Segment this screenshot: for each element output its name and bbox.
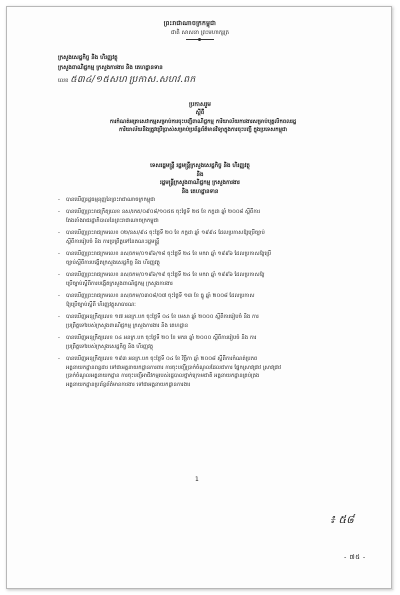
legal-basis-line: អគ្គនាយកដ្ឋានប្រព័ន្ធព័ត៌មានការងារ ទៅជាអគ្គនាយកដ្ឋានការងារ (66, 382, 191, 389)
document-subject (78, 118, 328, 134)
reference-number: ៥៣៤/១៥សហ (70, 75, 128, 85)
signatory-line: និង គេហដ្ឋានទាន (181, 188, 219, 195)
page-number: 1 (195, 476, 199, 483)
legal-basis-line: ស្តីពីការរៀបចំ និង ការប្រព្រឹត្តទៅនៃគណៈរដ្ឋមន្ត្រី (66, 238, 160, 245)
ministry-name-2: ក្រសួងពាណិជ្ជកម្ម ក្រសួងការងារ និង គេហដ្ឋានទាន (58, 65, 163, 71)
legal-basis-item (58, 355, 348, 389)
document-about: ស្តីពី (195, 110, 205, 116)
legal-basis-line: - បានឃើញអនុក្រឹត្យលេខ ១៩៣ អនក្រ.បក ចុះថ្ងៃទី ០៤ ខែ វិច្ឆិកា ឆ្នាំ ២០០៨ ស្តីពីការកំណត់ប្រភព (66, 356, 258, 363)
legal-basis-line: - បានឃើញអនុក្រឹត្យលេខ ១៧ អនក្រ.បក ចុះថ្ងៃទី ០៤ ខែ មេសា ឆ្នាំ ២០០០ ស្តីពីការរៀបចំ និង ការ (66, 314, 259, 321)
legal-basis-line: ប្រព្រឹត្តទៅរបស់ក្រសួងសេដ្ឋកិច្ច និង ហិរញ្ញវត្ថុ (66, 343, 154, 350)
legal-basis-line: ប្រើច្បាប់ស្តីពីការបង្កើតក្រសួងពាណិជ្ជកម្ម ក្រសួងការងារ (66, 280, 173, 287)
legal-basis-item (58, 208, 348, 225)
legal-basis-line: ច្បាប់ស្តីពីការបង្កើតក្រសួងសេដ្ឋកិច្ច និង ហិរញ្ញវត្ថុ (66, 259, 160, 266)
legal-basis-line: ប្រាក់ចំណូលអគ្គនាយកដ្ឋាន ការចុះបញ្ជីអាជីវកម្មរបស់រដ្ឋបាលថ្នាក់ក្រោមជាតិ អគ្គនាយកដ្ឋានគ្រប់គ្រង (66, 373, 260, 380)
document-type: ប្រកាសរួម (189, 102, 211, 108)
signatories-block (100, 162, 300, 196)
legal-basis-item (58, 250, 348, 267)
legal-basis-line: - បានឃើញព្រះរាជក្រមលេខ នស/រកម/០៣០៨/០៧ ចុះថ្ងៃទី ១៣ ខែ ធ្នូ ឆ្នាំ ២០០៨ ដែលប្រកាស (66, 293, 255, 300)
legal-basis-item (58, 334, 348, 351)
subject-line: ការកំណត់អត្រាសេវាកម្មសម្រាប់ការចុះបញ្ជីពាណិជ្ជកម្ម ការិយាល័យការងារសម្រាប់បុគ្គលិកពលរដ្ឋ (109, 119, 297, 125)
legal-basis-line: - បានឃើញព្រះរាជក្រមលេខ ០២/នស/៩៤ ចុះថ្ងៃទី ២០ ខែ កក្កដា ឆ្នាំ ១៩៩៤ ដែលប្រកាសឱ្យប្រើច្បាប់ (66, 230, 265, 237)
legal-basis-line: - បានឃើញអនុក្រឹត្យលេខ ០៤ អនក្រ.បក ចុះថ្ងៃទី ២០ ខែ មករា ឆ្នាំ ២០០០ ស្តីពីការរៀបចំ និង ការ (66, 335, 257, 342)
legal-basis-line: - បានឃើញព្រះរាជក្រឹត្យលេខ នស/រកត/០៩០៨/១០៥៥ ចុះថ្ងៃទី ២៥ ខែ កក្កដា ឆ្នាំ ២០០៨ ស្តីពីការ (66, 209, 261, 216)
legal-basis-line: ឱ្យប្រើច្បាប់ស្តីពី ហិរញ្ញវត្ថុសាធារណៈ (66, 301, 136, 308)
legal-basis-line: តែងតាំងរាជរដ្ឋាភិបាលនៃព្រះរាជាណាចក្រកម្ពុជា (66, 217, 159, 224)
ministry-name-1: ក្រសួងសេដ្ឋកិច្ច និង ហិរញ្ញវត្ថុ (58, 55, 118, 61)
legal-basis-item (58, 271, 348, 288)
reference-label: លេខ (58, 78, 69, 84)
legal-basis-item (58, 229, 348, 246)
legal-basis-item (58, 196, 348, 205)
signatory-line: រដ្ឋមន្ត្រីក្រសួងពាណិជ្ជកម្ម ក្រសួងការងារ (160, 180, 240, 186)
legal-basis-line: - បានឃើញរដ្ឋធម្មនុញ្ញនៃព្រះរាជាណាចក្រកម្ពុជា (66, 197, 156, 203)
legal-basis-line: ប្រព្រឹត្តទៅរបស់ក្រសួងពាណិជ្ជកម្ម ក្រសួងការងារ និង គេហដ្ឋាន (66, 322, 189, 329)
legal-basis-line: - បានឃើញព្រះរាជក្រមលេខ នស/រកម/០១៩៦/១៩ ចុះថ្ងៃទី ២៤ ខែ មករា ឆ្នាំ ១៩៩៦ ដែលប្រកាសឱ្យ (66, 272, 265, 279)
subject-line: ការិយាល័យនិងត្រូវប្រើប្រាស់សម្រាប់ប្រព័ន្ធព័ត៌មានវិទ្យាក្នុងការចុះបញ្ជី ក្នុងប្រទេសកម្ពុជា (118, 127, 288, 133)
signatory-line: និង (196, 171, 204, 178)
legal-basis-line: - បានឃើញព្រះរាជក្រមលេខ នស/រកម/០១៩៦/១៨ ចុះថ្ងៃទី ២៤ ខែ មករា ឆ្នាំ ១៩៩៦ ដែលប្រកាសឱ្យប្រើ (66, 251, 272, 258)
footer-number: - ៧៥ - (344, 553, 366, 561)
legal-basis-line: អគ្គនាយកដ្ឋានពន្ធដារ ទៅជាអគ្គនាយកដ្ឋានការពារ ការចុះបញ្ជីប្រាក់ចំណូលដែលជាការ ផ្នែកស្រាវជ្រាវ ស្រាវជ្រាវ (66, 364, 282, 371)
kingdom-heading: ព្រះរាជាណាចក្រកម្ពុជា (163, 20, 217, 27)
legal-basis-item (58, 313, 348, 330)
handwritten-initials: ៖ ៥៨ (330, 513, 354, 526)
reference-suffix: ប្រកាស.សហវ.ពក (128, 75, 196, 85)
reference-line (58, 77, 196, 85)
legal-basis-list (58, 196, 348, 393)
signatory-line: ទេសរដ្ឋមន្ត្រី រដ្ឋមន្ត្រីក្រសួងសេដ្ឋកិច្ច និង ហិរញ្ញវត្ថុ (150, 163, 250, 169)
ornament-divider (186, 39, 214, 40)
national-motto: ជាតិ សាសនា ព្រះមហាក្សត្រ (171, 30, 229, 36)
legal-basis-item (58, 292, 348, 309)
